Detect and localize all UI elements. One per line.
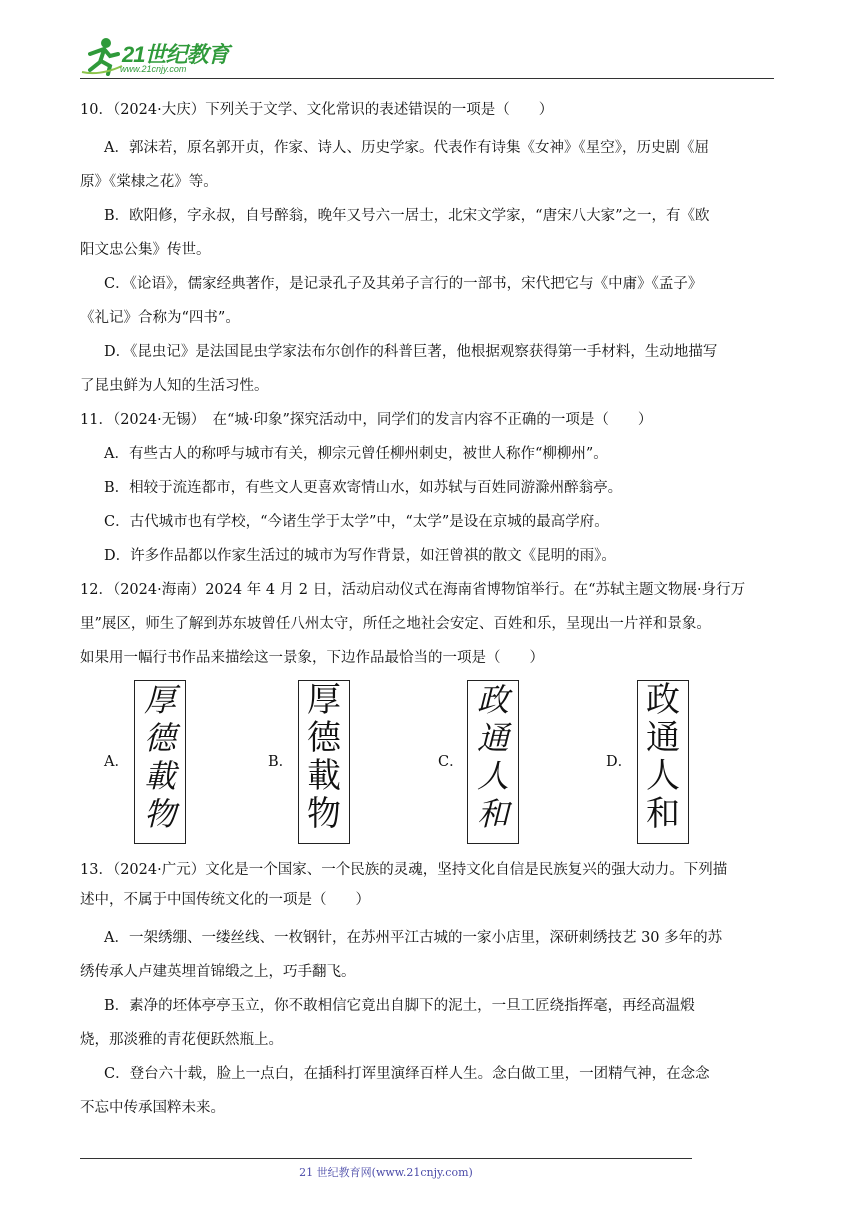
q10-option-b-line1: B．欧阳修，字永叔，自号醉翁，晚年又号六一居士，北宋文学家，“唐宋八大家”之一，有《欧 — [104, 208, 710, 224]
q10-option-b-line2: 阳文忠公集》传世。 — [80, 242, 211, 258]
q13-option-b-line2: 烧，那淡雅的青花便跃然瓶上。 — [80, 1032, 283, 1048]
q10-option-c-line2: 《礼记》合称为“四书”。 — [80, 310, 240, 326]
runner-icon — [80, 36, 124, 76]
q13-stem-line2: 述中，不属于中国传统文化的一项是（ ） — [80, 892, 370, 908]
q12-option-a-calligraphy — [134, 680, 186, 844]
q11-stem: 11．（2024·无锡） 在“城·印象”探究活动中，同学们的发言内容不正确的一项是（ ） — [80, 412, 653, 428]
q12-option-b-label: B． — [268, 754, 294, 770]
callig-char: 通 — [476, 719, 509, 757]
q11-option-c: C．古代城市也有学校，“今诸生学于太学”中，“太学”是设在京城的最高学府。 — [104, 514, 609, 530]
q12-option-a-label: A． — [104, 754, 129, 770]
q10-stem: 10．（2024·大庆）下列关于文学、文化常识的表述错误的一项是（ ） — [80, 102, 554, 118]
callig-char: 和 — [646, 794, 680, 834]
q13-option-b-line1: B．素净的坯体亭亭玉立，你不敢相信它竟出自脚下的泥土，一旦工匠绕指挥毫，再经高温煅 — [104, 998, 695, 1014]
header-divider — [80, 78, 774, 79]
q13-stem-line1: 13．（2024·广元）文化是一个国家、一个民族的灵魂，坚持文化自信是民族复兴的强大动力。下列描 — [80, 862, 728, 878]
footer-text: 21 世纪教育网(www.21cnjy.com) — [299, 1166, 473, 1179]
callig-char: 物 — [143, 795, 176, 833]
q11-option-d: D．许多作品都以作家生活过的城市为写作背景，如汪曾祺的散文《昆明的雨》。 — [104, 548, 616, 564]
callig-char: 通 — [646, 718, 680, 758]
q10-option-a-line1: A．郭沫若，原名郭开贞，作家、诗人、历史学家。代表作有诗集《女神》《星空》，历史剧《屈 — [104, 140, 709, 156]
callig-char: 政 — [476, 681, 509, 719]
q12-option-c-label: C． — [438, 754, 464, 770]
callig-char: 德 — [307, 718, 341, 758]
q10-option-d-line1: D．《昆虫记》是法国昆虫学家法布尔创作的科普巨著，他根据观察获得第一手材料，生动地描写 — [104, 344, 718, 360]
q13-option-a-line1: A．一架绣绷、一缕丝线、一枚钢针，在苏州平江古城的一家小店里，深研刺绣技艺 30 多年的苏 — [104, 930, 723, 946]
q13-option-c-line2: 不忘中传承国粹未来。 — [80, 1100, 225, 1116]
callig-char: 和 — [476, 795, 509, 833]
q11-option-b: B．相较于流连都市，有些文人更喜欢寄情山水，如苏轼与百姓同游滁州醉翁亭。 — [104, 480, 623, 496]
q10-option-c-line1: C．《论语》，儒家经典著作，是记录孔子及其弟子言行的一部书，宋代把它与《中庸》《孟子》 — [104, 276, 703, 292]
callig-char: 物 — [307, 794, 341, 834]
logo-title: 21世纪教育 — [122, 42, 229, 67]
q12-option-d-calligraphy — [637, 680, 689, 844]
q13-option-a-line2: 绣传承人卢建英埋首锦缎之上，巧手翻飞。 — [80, 964, 356, 980]
callig-char: 厚 — [307, 680, 341, 720]
q12-option-b-calligraphy — [298, 680, 350, 844]
callig-char: 厚 — [143, 681, 176, 719]
q11-option-a: A．有些古人的称呼与城市有关，柳宗元曾任柳州刺史，被世人称作“柳柳州”。 — [104, 446, 608, 462]
q12-stem-line1: 12．（2024·海南）2024 年 4 月 2 日，活动启动仪式在海南省博物馆举行。在“苏轼主题文物展·身行万 — [80, 582, 746, 598]
callig-char: 德 — [143, 719, 176, 757]
callig-char: 載 — [307, 756, 341, 796]
q10-option-d-line2: 了昆虫鲜为人知的生活习性。 — [80, 378, 269, 394]
q12-option-c-calligraphy — [467, 680, 519, 844]
callig-char: 人 — [476, 757, 509, 795]
callig-char: 政 — [646, 680, 680, 720]
callig-char: 載 — [143, 757, 176, 795]
q12-stem-line3: 如果用一幅行书作品来描绘这一景象，下边作品最恰当的一项是（ ） — [80, 650, 544, 666]
q10-option-a-line2: 原》《棠棣之花》等。 — [80, 174, 218, 190]
q12-stem-line2: 里”展区，师生了解到苏东坡曾任八州太守，所任之地社会安定、百姓和乐，呈现出一片祥和景象。 — [80, 616, 711, 632]
q12-option-d-label: D． — [606, 754, 633, 770]
footer-divider — [80, 1158, 692, 1159]
callig-char: 人 — [646, 756, 680, 796]
logo-url: www.21cnjy.com — [120, 64, 187, 74]
q13-option-c-line1: C．登台六十载，脸上一点白，在插科打诨里演绎百样人生。念白做工里，一团精气神，在念念 — [104, 1066, 710, 1082]
